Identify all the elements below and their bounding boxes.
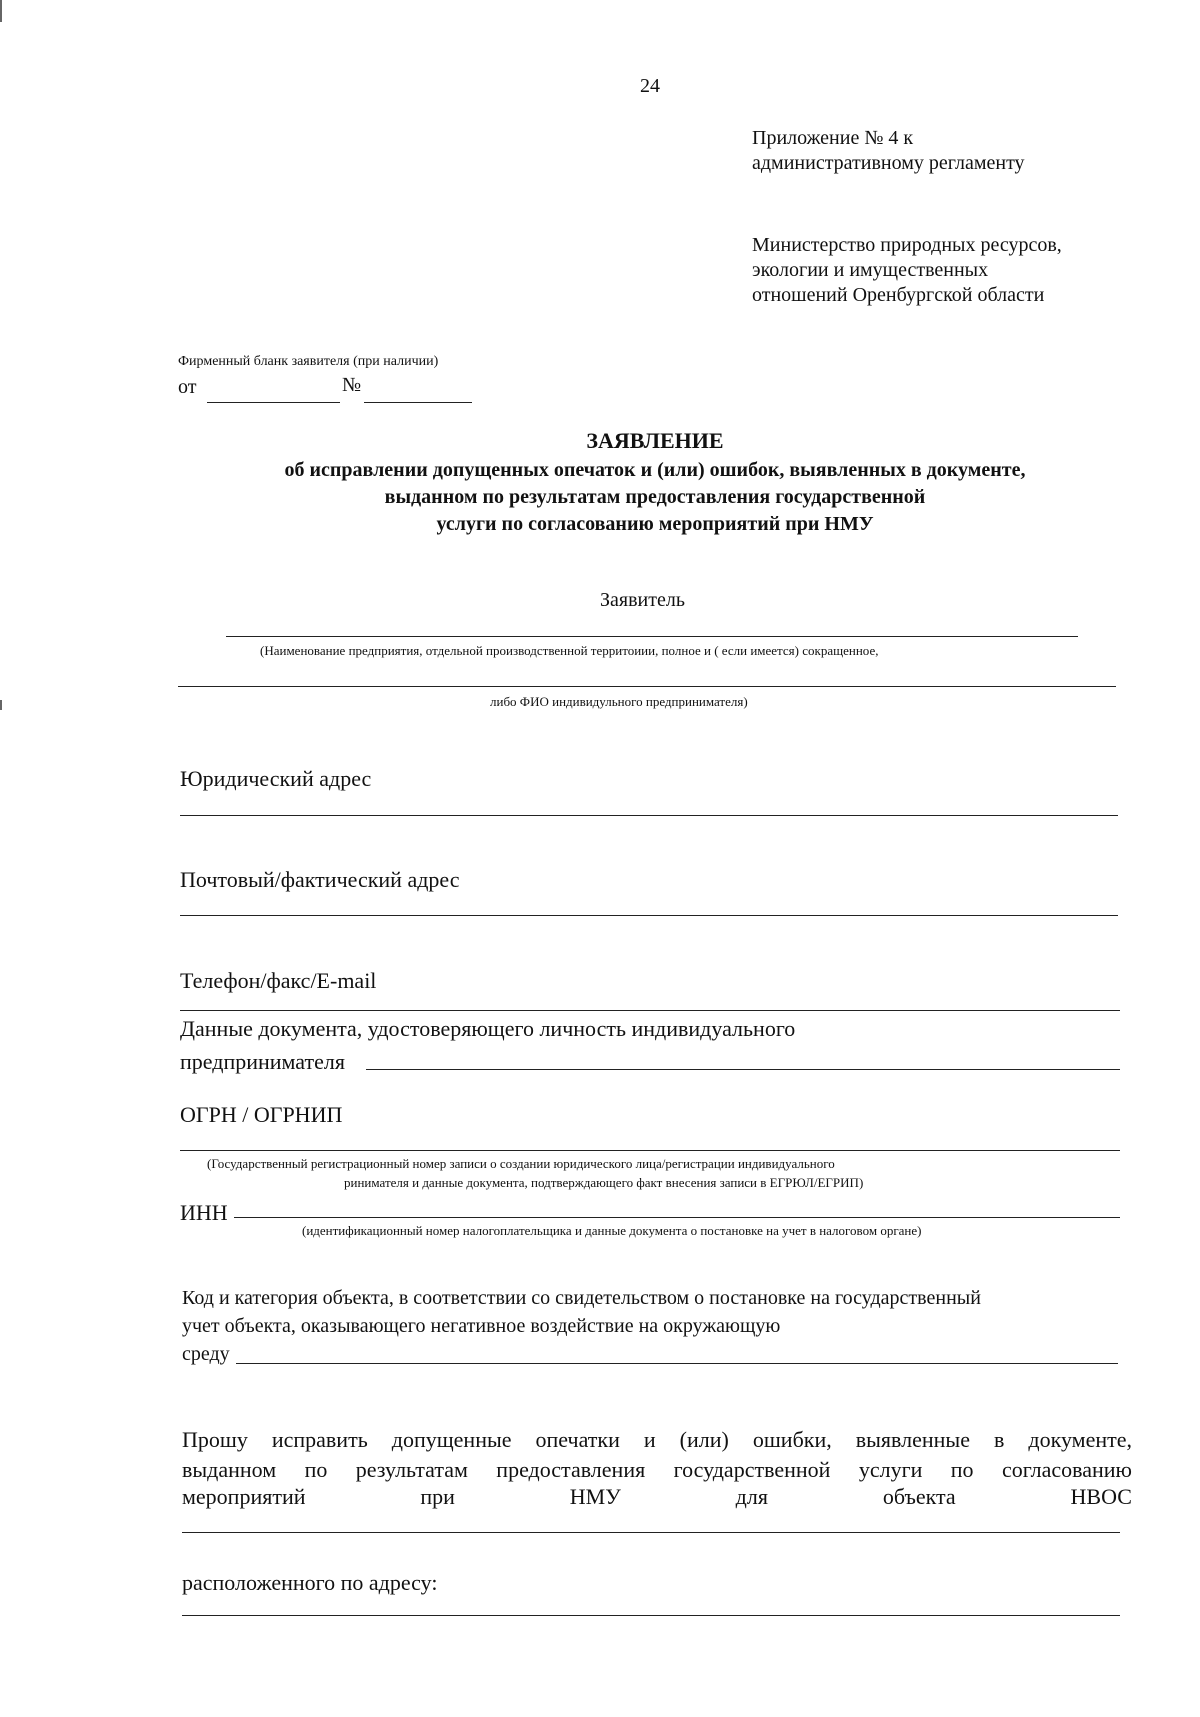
letterhead-number-line[interactable] (364, 402, 472, 403)
document-title: ЗАЯВЛЕНИЕ (586, 428, 724, 453)
request-line-2: выданном по результатам предоставления государственной услуги по согласованию (182, 1457, 1132, 1482)
legal-address-label: Юридический адрес (180, 766, 372, 791)
document-subtitle-line-1: об исправлении допущенных опечаток и (или) ошибок, выявленных в документе, (284, 459, 1026, 481)
request-word-5: объекта (882, 1484, 956, 1509)
request-object-line[interactable] (182, 1532, 1120, 1533)
request-line-1: Прошу исправить допущенные опечатки и (или) ошибки, выявленные в документе, (182, 1427, 1132, 1452)
legal-address-line[interactable] (180, 815, 1118, 816)
document-subtitle-line-2: выданном по результатам предоставления государственной (384, 486, 926, 508)
applicant-hint-1: (Наименование предприятия, отдельной производственной территоиии, полное и ( если имеется) сокращенное, (260, 643, 879, 658)
object-code-label-line-3: среду (182, 1343, 230, 1365)
appendix-line-2: административному регламенту (752, 152, 1025, 174)
postal-address-label: Почтовый/фактический адрес (180, 867, 460, 892)
inn-hint: (идентификационный номер налогоплательщика и данные документа о постановке на учет в налоговом органе) (302, 1223, 922, 1238)
id-document-line[interactable] (366, 1069, 1120, 1070)
request-word-6: НВОС (1070, 1484, 1132, 1509)
ogrn-hint-1: (Государственный регистрационный номер записи о создании юридического лица/регистрации индивидуального (207, 1156, 835, 1171)
request-word-3: НМУ (569, 1484, 621, 1509)
page-number: 24 (640, 75, 660, 97)
request-line-3 (182, 1484, 1132, 1510)
letterhead-caption: Фирменный бланк заявителя (при наличии) (178, 354, 439, 369)
inn-label: ИНН (180, 1200, 228, 1225)
request-word-4: для (735, 1484, 768, 1509)
applicant-label: Заявитель (600, 589, 685, 611)
letterhead-date-line[interactable] (207, 402, 340, 403)
scan-edge-mark-left (0, 700, 2, 710)
postal-address-line[interactable] (180, 915, 1118, 916)
appendix-line-1: Приложение № 4 к (752, 127, 914, 149)
letterhead-from-label: от (178, 376, 197, 398)
ogrn-line[interactable] (180, 1150, 1120, 1151)
contacts-line[interactable] (180, 1010, 1120, 1011)
request-word-1: мероприятий (182, 1484, 306, 1509)
inn-line[interactable] (234, 1217, 1120, 1218)
object-code-line[interactable] (236, 1363, 1118, 1364)
applicant-name-line-2[interactable] (178, 686, 1116, 687)
applicant-name-line-1[interactable] (226, 636, 1078, 637)
location-label: расположенного по адресу: (182, 1570, 438, 1595)
object-code-label-line-2: учет объекта, оказывающего негативное воздействие на окружающую (182, 1315, 781, 1337)
contacts-label: Телефон/факс/E-mail (180, 968, 377, 993)
ogrn-hint-2: ринимателя и данные документа, подтверждающего факт внесения записи в ЕГРЮЛ/ЕГРИП) (344, 1175, 864, 1190)
recipient-line-1: Министерство природных ресурсов, (752, 234, 1062, 256)
id-document-label-line-1: Данные документа, удостоверяющего личность индивидуального (180, 1016, 796, 1041)
ogrn-label: ОГРН / ОГРНИП (180, 1102, 343, 1127)
letterhead-number-label: № (342, 374, 362, 396)
recipient-line-3: отношений Оренбургской области (752, 284, 1045, 306)
location-line[interactable] (182, 1615, 1120, 1616)
request-word-2: при (420, 1484, 455, 1509)
applicant-hint-2: либо ФИО индивидульного предпринимателя) (490, 694, 748, 709)
document-subtitle-line-3: услуги по согласованию мероприятий при НМУ (436, 513, 874, 535)
id-document-label-line-2: предпринимателя (180, 1049, 345, 1074)
recipient-line-2: экологии и имущественных (752, 259, 989, 281)
scan-edge-mark-top (0, 0, 2, 22)
object-code-label-line-1: Код и категория объекта, в соответствии со свидетельством о постановке на государственный (182, 1287, 981, 1309)
